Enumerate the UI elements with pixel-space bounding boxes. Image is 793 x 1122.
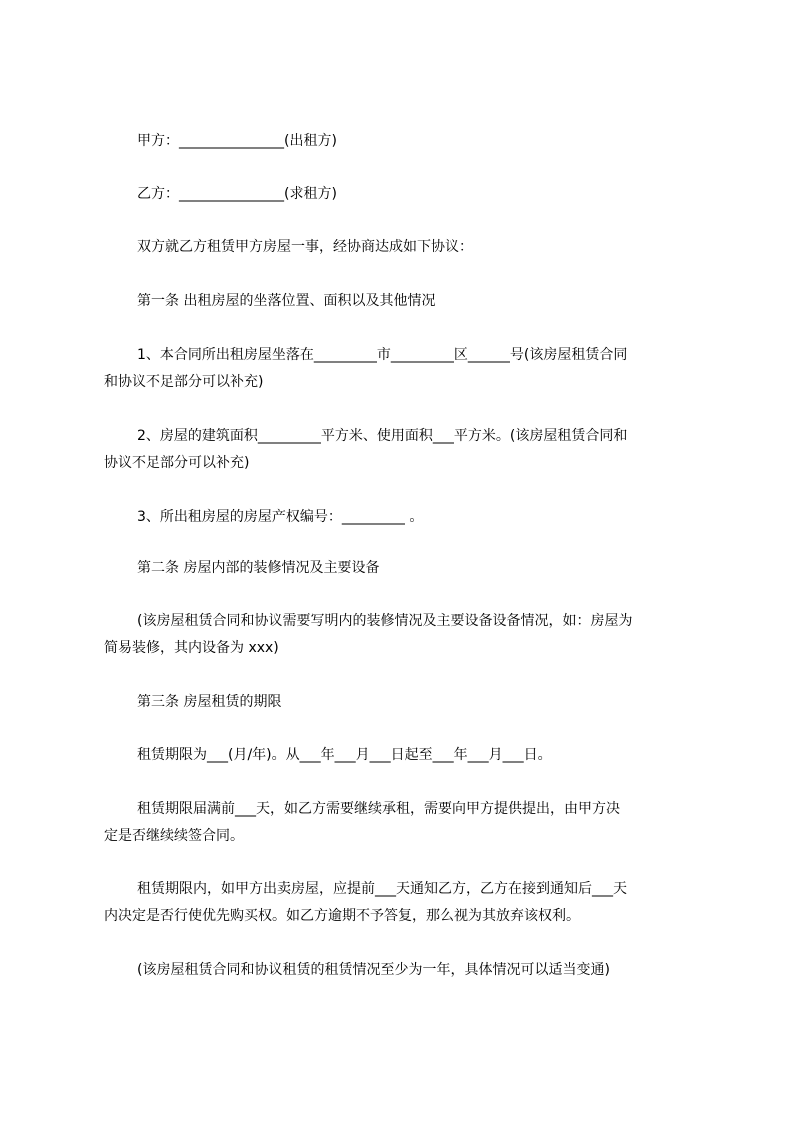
party-a-line: 甲方：_______________(出租方) — [137, 133, 337, 149]
article-2-title: 第二条 房屋内部的装修情况及主要设备 — [137, 560, 380, 576]
article-1-item-1-line-2: 和协议不足部分可以补充) — [104, 374, 264, 390]
article-1-item-3: 3、所出租房屋的房屋产权编号：_________ 。 — [137, 509, 424, 525]
article-3-renew-line-1: 租赁期限届满前___天，如乙方需要继续承租，需要向甲方提供提出，由甲方决 — [137, 801, 620, 817]
intro-paragraph: 双方就乙方租赁甲方房屋一事，经协商达成如下协议： — [137, 239, 473, 255]
article-3-sale-line-1: 租赁期限内，如甲方出卖房屋，应提前___天通知乙方，乙方在接到通知后___天 — [137, 881, 627, 897]
party-b-line: 乙方：_______________(求租方) — [137, 186, 337, 202]
article-1-title: 第一条 出租房屋的坐落位置、面积以及其他情况 — [137, 293, 436, 309]
article-2-note-line-2: 简易装修，其内设备为 xxx) — [104, 640, 279, 656]
article-3-sale-line-2: 内决定是否行使优先购买权。如乙方逾期不予答复，那么视为其放弃该权利。 — [104, 908, 580, 924]
article-3-note: (该房屋租赁合同和协议租赁的租赁情况至少为一年，具体情况可以适当变通) — [137, 962, 610, 978]
article-3-title: 第三条 房屋租赁的期限 — [137, 694, 282, 710]
article-1-item-1-line-1: 1、本合同所出租房屋坐落在_________市_________区______号(该房屋租赁合同 — [137, 347, 628, 363]
article-1-item-2-line-2: 协议不足部分可以补充) — [104, 455, 250, 471]
article-3-renew-line-2: 定是否继续续签合同。 — [104, 828, 244, 844]
article-1-item-2-line-1: 2、房屋的建筑面积_________平方米、使用面积___平方米。(该房屋租赁合同和 — [137, 428, 628, 444]
article-3-term: 租赁期限为___(月/年)。从___年___月___日起至___年___月___日。 — [137, 747, 552, 763]
article-2-note-line-1: (该房屋租赁合同和协议需要写明内的装修情况及主要设备设备情况，如：房屋为 — [137, 613, 633, 629]
